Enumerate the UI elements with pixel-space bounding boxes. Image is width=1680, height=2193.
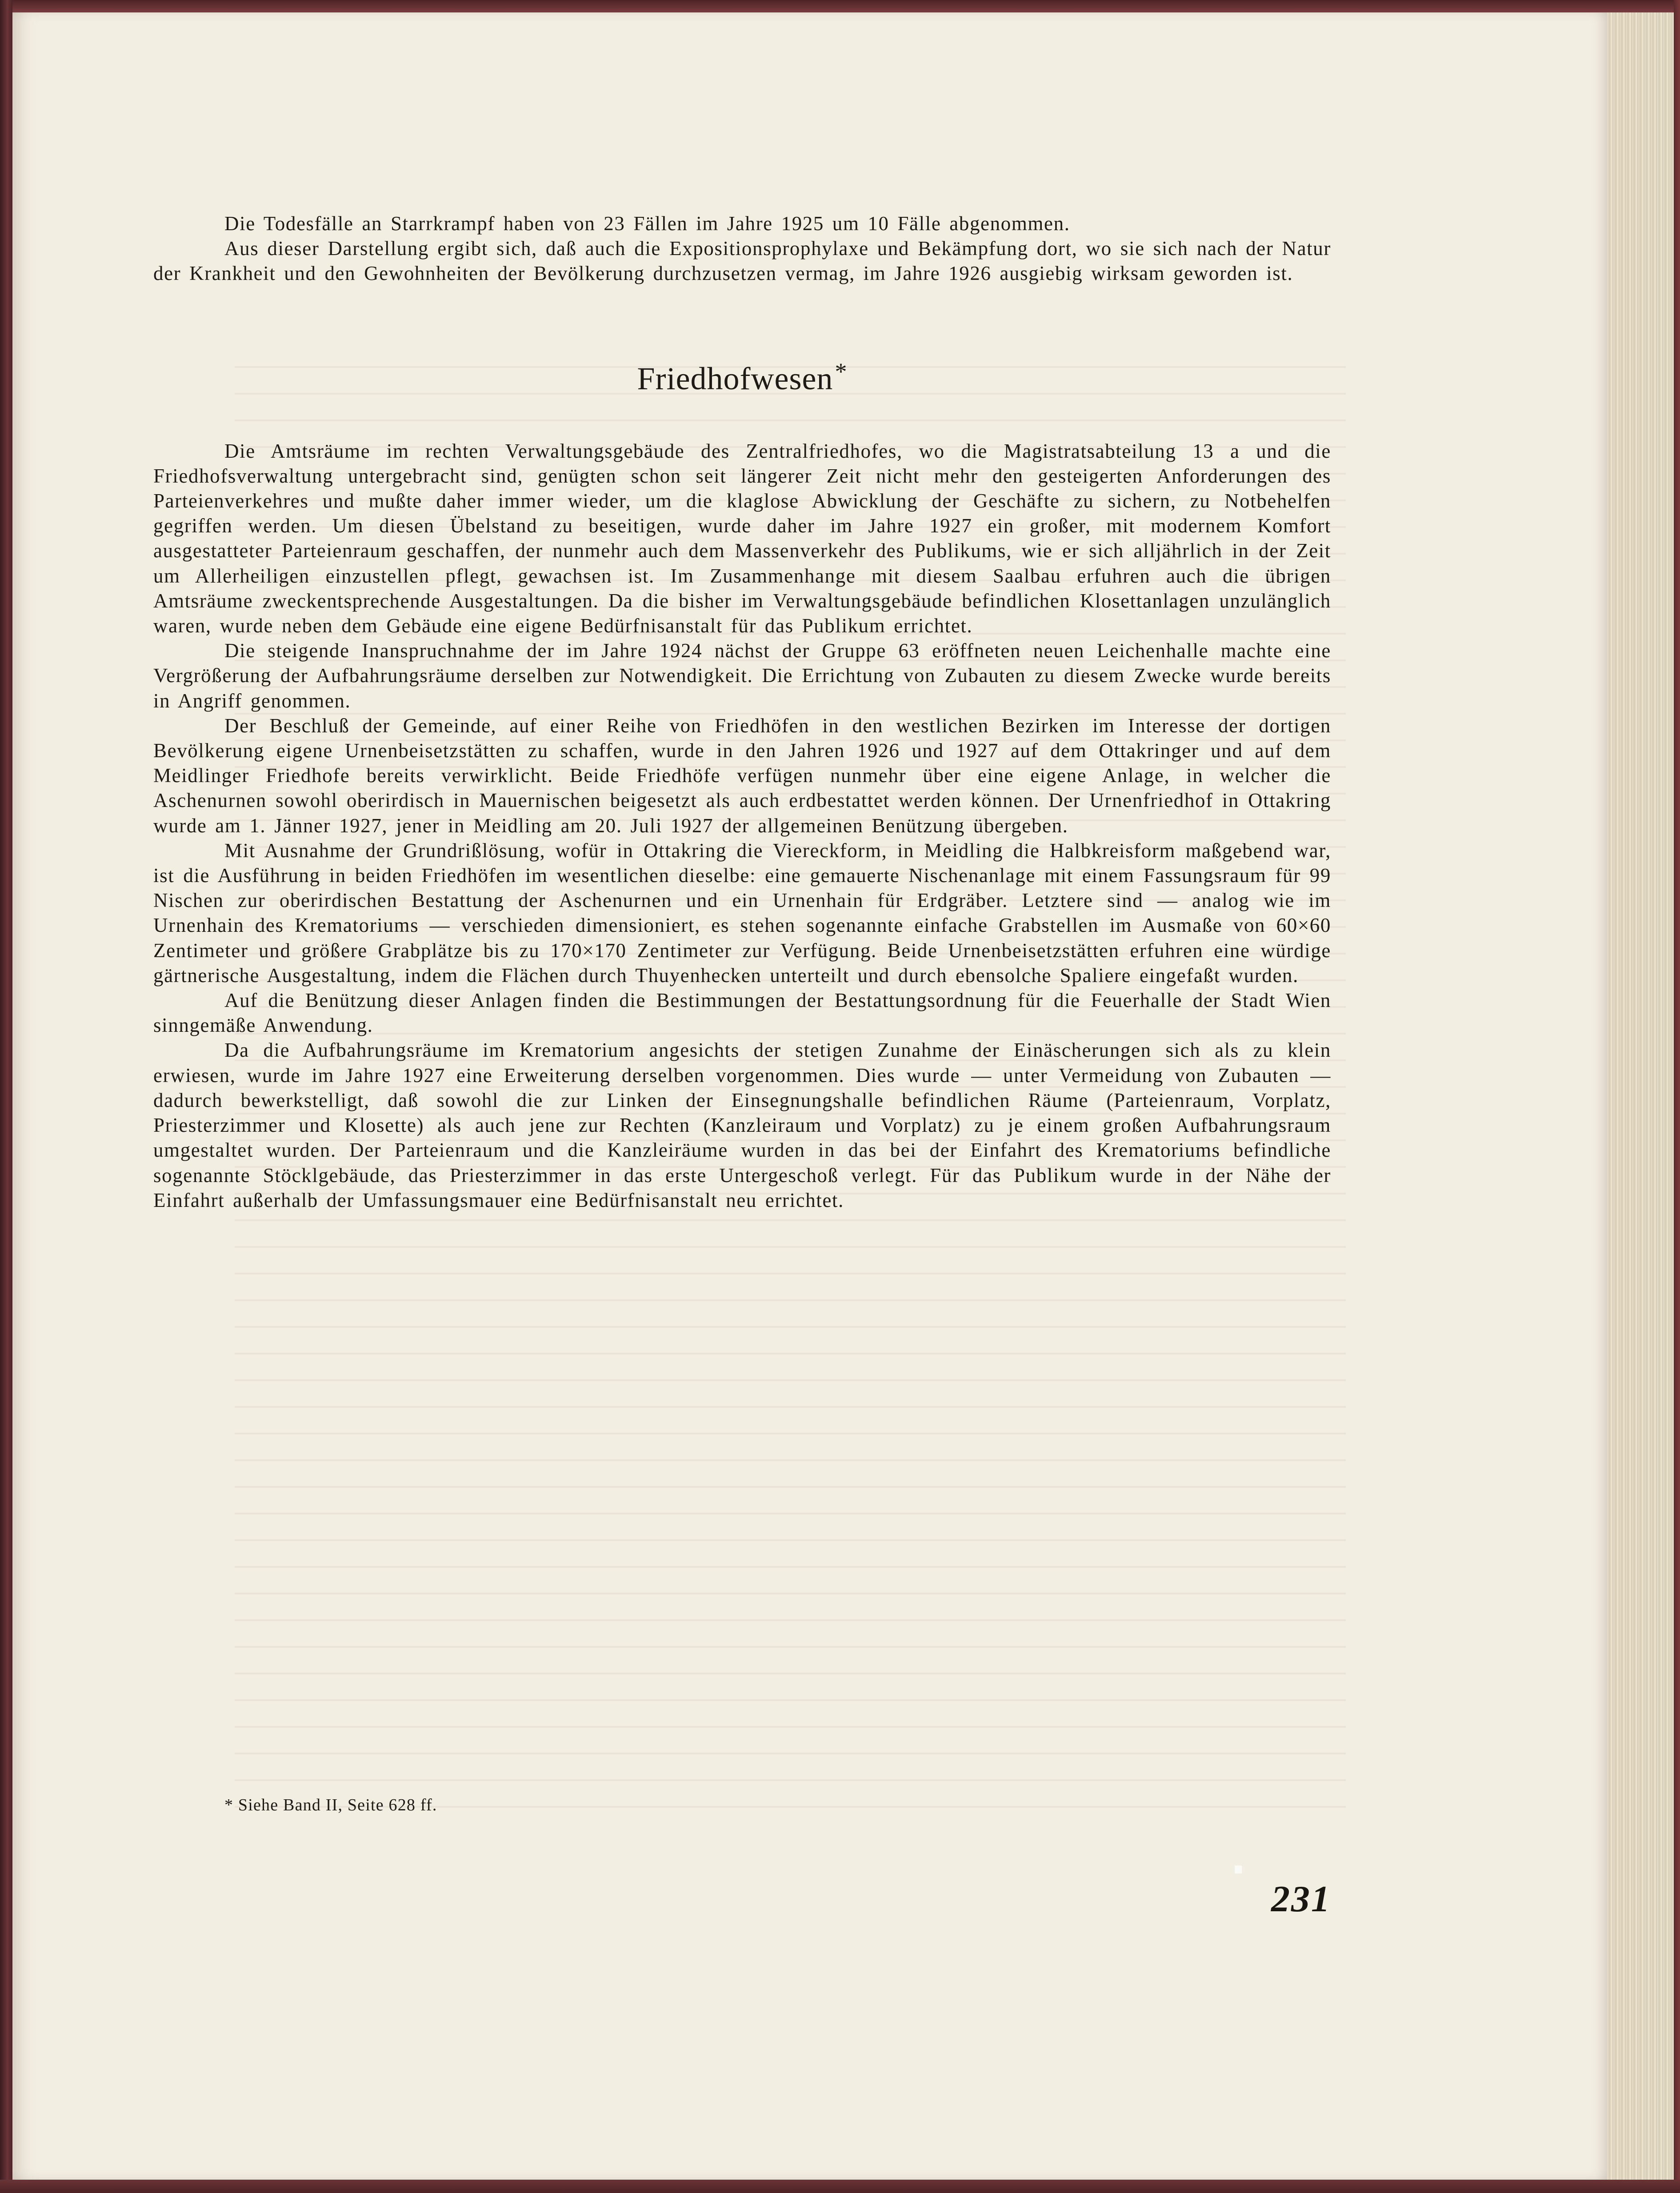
body-paragraph: Da die Aufbahrungsräume im Krematorium angesichts der stetigen Zunahme der Einäscherungen sich als zu klein erwiesen, wurde im Jahre 1927 eine Erweiterung derselben vorgenommen. Dies wurde — unter Vermeidung von Zubauten — dadurch bewerkstelligt, daß sowohl die zur Linken der Einsegnungshalle befindlichen Räume (Parteienraum, Vorplatz, Priesterzimmer und Klosette) als auch jene zur Rechten (Kanzleiraum und Vorplatz) zu je einem großen Aufbahrungsraum umgestaltet wurden. Der Parteienraum und die Kanzleiräume wurden in das bei der Einfahrt des Krematoriums befindliche sogenannte Stöcklgebäude, das Priesterzimmer in das erste Untergeschoß verlegt. Für das Publikum wurde in der Nähe der Einfahrt außerhalb der Umfassungsmauer eine Bedürfnisanstalt neu errichtet. xyxy=(153,1039,1331,1211)
scan-speck xyxy=(1235,1865,1242,1873)
book-binding-right xyxy=(1674,0,1680,2193)
page-number: 231 xyxy=(1271,1878,1331,1920)
intro-paragraph: Die Todesfälle an Starrkrampf haben von 23 Fällen im Jahre 1925 um 10 Fälle abgenommen. xyxy=(224,212,1070,235)
section-title-text: Friedhofwesen xyxy=(637,360,833,396)
intro-paragraph: Aus dieser Darstellung ergibt sich, daß auch die Expositionsprophylaxe und Bekämpfung dort, wo sie sich nach der Natur der Krankheit und den Gewohnheiten der Bevölkerung durchzusetzen vermag, im Jahre 1926 ausgiebig wirksam geworden ist. xyxy=(153,237,1331,285)
page-text xyxy=(153,211,1331,1213)
section-title xyxy=(153,354,1331,396)
book-binding-bottom xyxy=(0,2180,1680,2193)
body-paragraph: Die Amtsräume im rechten Verwaltungsgebäude des Zentralfriedhofes, wo die Magistratsabteilung 13 a und die Friedhofsverwaltung untergebracht sind, genügten schon seit längerer Zeit nicht mehr den gesteigerten Anforderungen des Parteienverkehres und mußte daher immer wieder, um die klaglose Abwicklung der Geschäfte zu sichern, zu Notbehelfen gegriffen werden. Um diesen Übelstand zu beseitigen, wurde daher im Jahre 1927 ein großer, mit modernem Komfort ausgestatteter Parteienraum geschaffen, der nunmehr auch dem Massenverkehr des Publikums, wie er sich alljährlich in der Zeit um Allerheiligen einzustellen pflegt, gewachsen ist. Im Zusammenhange mit diesem Saalbau erfuhren auch die übrigen Amtsräume zweckentsprechende Ausgestaltungen. Da die bisher im Verwaltungsgebäude befindlichen Klosettanlagen unzulänglich waren, wurde neben dem Gebäude eine eigene Bedürfnisanstalt für das Publikum errichtet. xyxy=(153,439,1331,637)
body-paragraph: Der Beschluß der Gemeinde, auf einer Reihe von Friedhöfen in den westlichen Bezirken im Interesse der dortigen Bevölkerung eigene Urnenbeisetzstätten zu schaffen, wurde in den Jahren 1926 und 1927 auf dem Ottakringer und auf dem Meidlinger Friedhofe bereits verwirklicht. Beide Friedhöfe verfügen nunmehr über eine eigene Anlage, in welcher die Aschenurnen sowohl oberirdisch in Mauernischen beigesetzt als auch erdbestattet werden können. Der Urnenfriedhof in Ottakring wurde am 1. Jänner 1927, jener in Meidling am 20. Juli 1927 der allgemeinen Benützung übergeben. xyxy=(153,714,1331,837)
book-binding-top xyxy=(0,0,1680,12)
book-binding-left xyxy=(0,0,12,2193)
body-paragraph: Mit Ausnahme der Grundrißlösung, wofür in Ottakring die Viereckform, in Meidling die Halbkreisform maßgebend war, ist die Ausführung in beiden Friedhöfen im wesentlichen dieselbe: eine gemauerte Nischenanlage mit einem Fassungsraum für 99 Nischen zur oberirdischen Bestattung der Aschenurnen und ein Urnenhain für Erdgräber. Letztere sind — analog wie im Urnenhain des Krematoriums — verschieden dimensioniert, es stehen sogenannte einfache Grabstellen im Ausmaße von 60×60 Zentimeter und größere Grabplätze bis zu 170×170 Zentimeter zur Verfügung. Beide Urnenbeisetzstätten erfuhren eine würdige gärtnerische Ausgestaltung, indem die Flächen durch Thuyenhecken unterteilt und durch ebensolche Spaliere eingefaßt wurden. xyxy=(153,839,1331,987)
body-paragraph: Die steigende Inanspruchnahme der im Jahre 1924 nächst der Gruppe 63 eröffneten neuen Leichenhalle machte eine Vergrößerung der Aufbahrungsräume derselben zur Notwendigkeit. Die Errichtung von Zubauten zu diesem Zwecke wurde bereits in Angriff genommen. xyxy=(153,639,1331,712)
footnote: * Siehe Band II, Seite 628 ff. xyxy=(224,1796,437,1814)
page-edges xyxy=(1607,12,1674,2180)
body-paragraph: Auf die Benützung dieser Anlagen finden die Bestimmungen der Bestattungsordnung für die Feuerhalle der Stadt Wien sinngemäße Anwendung. xyxy=(153,989,1331,1037)
footnote-marker: * xyxy=(835,358,848,385)
